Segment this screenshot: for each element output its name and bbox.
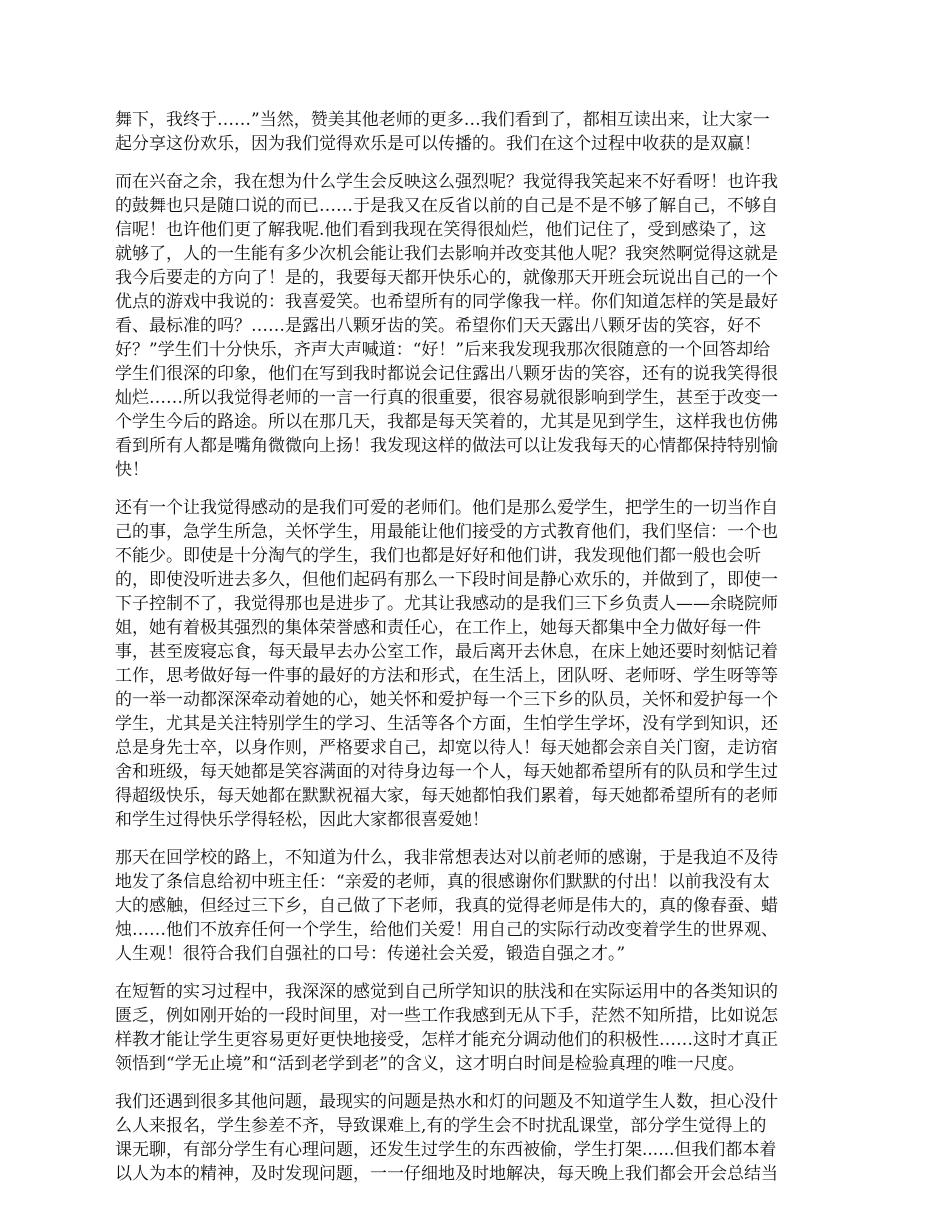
paragraph-line: 舞下，我终于……”当然，赞美其他老师的更多…我们看到了，都相互读出来，让大家一	[115, 110, 770, 130]
paragraph-line: 样教才能让学生更容易更好更快地接受，怎样才能充分调动他们的积极性……这时才真正	[115, 1030, 778, 1050]
paragraph-line: 课无聊，有部分学生有心理问题，还发生过学生的东西被偷，学生打架......但我们都本着	[115, 1140, 777, 1160]
paragraph-line: 的，即使没听进去多久，但他们起码有那么一下段时间是静心欢乐的，并做到了，即使一	[115, 570, 778, 590]
paragraph-line: 领悟到“学无止境”和“活到老学到老”的含义，这才明白时间是检验真理的唯一尺度。	[115, 1054, 745, 1074]
paragraph-line: 不能少。即使是十分淘气的学生，我们也都是好好和他们讲，我发现他们都一般也会听	[115, 546, 761, 566]
paragraph-line: 看到所有人都是嘴角微微向上扬！我发现这样的做法可以让发我每天的心情都保持特别愉	[115, 436, 778, 456]
paragraph-line: 好？”学生们十分快乐，齐声大声喊道：“好！”后来我发现我那次很随意的一个回答却给	[115, 340, 771, 360]
paragraph-line: 我们还遇到很多其他问题，最现实的问题是热水和灯的问题及不知道学生人数，担心没什	[115, 1092, 778, 1112]
paragraph-line: 个学生今后的路途。所以在那几天，我都是每天笑着的，尤其是见到学生，这样我也仿佛	[115, 412, 778, 432]
paragraph-line: 总是身先士卒，以身作则，严格要求自己，却宽以待人！每天她都会亲自关门窗，走访宿	[115, 738, 778, 758]
paragraph-line: 姐，她有着极其强烈的集体荣誉感和责任心，在工作上，她每天都集中全力做好每一件	[115, 618, 761, 638]
paragraph-line: 下子控制不了，我觉得那也是进步了。尤其让我感动的是我们三下乡负责人——余晓院师	[115, 594, 778, 614]
paragraph-line: 匮乏，例如刚开始的一段时间里，对一些工作我感到无从下手，茫然不知所措，比如说怎	[115, 1006, 778, 1026]
paragraph-line: 就够了，人的一生能有多少次机会能让我们去影响并改变其他人呢？我突然啊觉得这就是	[115, 244, 778, 264]
paragraph-line: 己的事，急学生所急，关怀学生，用最能让他们接受的方式教育他们，我们坚信：一个也	[115, 522, 778, 542]
paragraph-line: 得超级快乐，每天她都在默默祝福大家，每天她都怕我们累着，每天她都希望所有的老师	[115, 786, 778, 806]
paragraph-line: 以人为本的精神，及时发现问题，一一仔细地及时地解决，每天晚上我们都会开会总结当	[115, 1164, 778, 1184]
paragraph-line: 和学生过得快乐学得轻松，因此大家都很喜爱她！	[115, 810, 489, 830]
paragraph-line: 灿烂……所以我觉得老师的一言一行真的很重要，很容易就很影响到学生，甚至于改变一	[115, 388, 778, 408]
paragraph-line: 优点的游戏中我说的：我喜爱笑。也希望所有的同学像我一样。你们知道怎样的笑是最好	[115, 292, 778, 312]
paragraph-line: 快！	[115, 460, 149, 480]
paragraph-line: 看、最标准的吗？……是露出八颗牙齿的笑。希望你们天天露出八颗牙齿的笑容，好不	[115, 316, 761, 336]
paragraph-line: 我今后要走的方向了！是的，我要每天都开快乐心的，就像那天开班会玩说出自己的一个	[115, 268, 778, 288]
paragraph-line: 学生，尤其是关注特别学生的学习、生活等各个方面，生怕学生学坏，没有学到知识，还	[115, 714, 778, 734]
paragraph-line: 在短暂的实习过程中，我深深的感觉到自己所学知识的肤浅和在实际运用中的各类知识的	[115, 982, 778, 1002]
paragraph	[115, 170, 827, 482]
paragraph-line: 大的感触，但经过三下乡，自己做了下老师，我真的觉得老师是伟大的，真的像春蚕、蜡	[115, 896, 778, 916]
paragraph	[115, 108, 827, 156]
paragraph-line: 舍和班级，每天她都是笑容满面的对待身边每一个人，每天她都希望所有的队员和学生过	[115, 762, 778, 782]
paragraph-line: 还有一个让我觉得感动的是我们可爱的老师们。他们是那么爱学生，把学生的一切当作自	[115, 498, 778, 518]
paragraph-line: 信呢！也许他们更了解我呢.他们看到我现在笑得很灿烂，他们记住了，受到感染了，这	[115, 220, 767, 240]
paragraph-line: 那天在回学校的路上，不知道为什么，我非常想表达对以前老师的感谢，于是我迫不及待	[115, 848, 778, 868]
paragraph-line: 的鼓舞也只是随口说的而已……于是我又在反省以前的自己是不是不够了解自己，不够自	[115, 196, 778, 216]
paragraph-line: 人生观！很符合我们自强社的口号：传递社会关爱，锻造自强之才。”	[115, 944, 626, 964]
paragraph	[115, 980, 827, 1076]
paragraph-line: 事，甚至废寝忘食，每天最早去办公室工作，最后离开去休息，在床上她还要时刻惦记着	[115, 642, 778, 662]
paragraph-line: 起分享这份欢乐，因为我们觉得欢乐是可以传播的。我们在这个过程中收获的是双赢！	[115, 134, 761, 154]
paragraph	[115, 496, 827, 832]
paragraph-line: 而在兴奋之余，我在想为什么学生会反映这么强烈呢？我觉得我笑起来不好看呀！也许我	[115, 172, 778, 192]
paragraph-line: 工作，思考做好每一件事的最好的方法和形式，在生活上，团队呀、老师呀、学生呀等等	[115, 666, 778, 686]
paragraph-line: 么人来报名，学生参差不齐，导致课难上,有的学生会不时扰乱课堂，部分学生觉得上的	[115, 1116, 767, 1136]
paragraph-line: 烛……他们不放弃任何一个学生，给他们关爱！用自己的实际行动改变着学生的世界观、	[115, 920, 778, 940]
document-page	[115, 108, 827, 1200]
paragraph	[115, 846, 827, 966]
paragraph-line: 的一举一动都深深牵动着她的心，她关怀和爱护每一个三下乡的队员，关怀和爱护每一个	[115, 690, 778, 710]
paragraph	[115, 1090, 827, 1186]
paragraph-line: 学生们很深的印象，他们在写到我时都说会记住露出八颗牙齿的笑容，还有的说我笑得很	[115, 364, 778, 384]
paragraph-line: 地发了条信息给初中班主任：“亲爱的老师，真的很感谢你们默默的付出！以前我没有太	[115, 872, 770, 892]
